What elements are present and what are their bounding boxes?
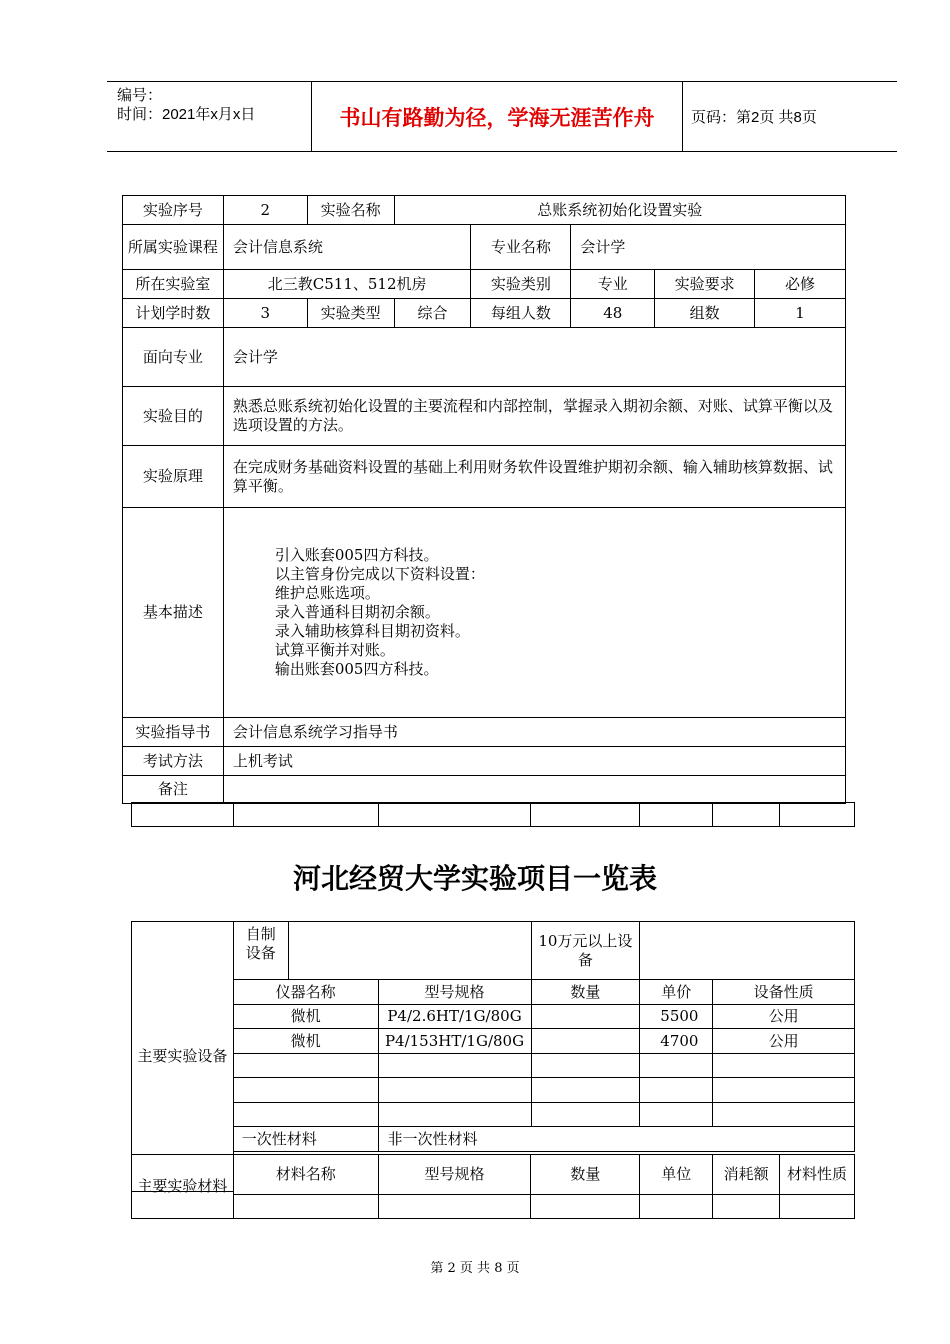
target-value: 会计学 [223,328,845,387]
self-made-label: 自制设备 [233,922,288,980]
type-value: 综合 [394,299,471,328]
non-one-time-material-label: 非一次性材料 [378,1127,854,1152]
col-header-instrument: 仪器名称 [233,980,378,1005]
blank-cell [713,1103,855,1127]
col-header-material-unit: 单位 [640,1155,713,1195]
desc-line: 录入辅助核算科目期初资料。 [274,622,470,640]
blank-cell [640,1054,713,1078]
blank-cell [233,803,378,827]
blank-cell [713,1195,780,1219]
instrument-model: P4/153HT/1G/80G [378,1029,531,1054]
instrument-price: 4700 [640,1029,713,1054]
col-header-material-model: 型号规格 [378,1155,531,1195]
major-value: 会计学 [571,225,846,270]
groups-label: 组数 [655,299,755,328]
major-label: 专业名称 [471,225,571,270]
table-row [123,508,846,718]
group-size-label: 每组人数 [471,299,571,328]
materials-section-label: 主要实验材料 [132,1155,234,1219]
blank-cell [531,803,640,827]
blank-row-table [131,802,855,827]
blank-cell [640,803,713,827]
document-number-label: 编号： [117,87,163,104]
instrument-price: 5500 [640,1005,713,1029]
blank-cell [780,803,855,827]
purpose-label: 实验目的 [123,387,224,446]
desc-label: 基本描述 [123,508,224,718]
blank-cell [132,803,234,827]
lab-value: 北三教C511、512机房 [223,270,471,299]
blank-cell [640,1103,713,1127]
exam-label: 考试方法 [123,747,224,776]
table-row [132,1103,855,1127]
instrument-name: 微机 [233,1029,378,1054]
table-row [123,299,846,328]
course-value: 会计信息系统 [223,225,471,270]
seq-value: 2 [223,196,307,225]
table-row [123,446,846,508]
table-row [132,980,855,1005]
table-row [132,1005,855,1029]
type-label: 实验类型 [307,299,394,328]
blank-cell [640,1078,713,1103]
category-label: 实验类别 [471,270,571,299]
instrument-nature: 公用 [713,1029,855,1054]
table-row [132,803,855,827]
table-row [132,922,855,980]
blank-cell [713,1054,855,1078]
group-size-value: 48 [571,299,655,328]
table-row [132,1029,855,1054]
table-row [123,387,846,446]
table-row [123,718,846,747]
instrument-qty [531,1029,640,1054]
col-header-material-name: 材料名称 [233,1155,378,1195]
desc-line: 维护总账选项。 [274,584,380,602]
desc-line: 试算平衡并对账。 [274,641,395,659]
document-time-label: 时间：2021年x月x日 [117,106,256,123]
table-row [132,1078,855,1103]
blank-cell [233,1195,378,1219]
desc-lines [233,546,845,679]
table-row [132,1155,855,1195]
blank-cell [233,1103,378,1127]
blank-cell [713,803,780,827]
table-row [123,225,846,270]
blank-cell [378,1103,531,1127]
desc-line: 引入账套005四方科技。 [274,546,439,564]
col-header-model: 型号规格 [378,980,531,1005]
hours-label: 计划学时数 [123,299,224,328]
groups-value: 1 [755,299,846,328]
exam-value: 上机考试 [223,747,845,776]
col-header-material-nature: 材料性质 [780,1155,855,1195]
over-100k-value [640,922,855,980]
self-made-value [288,922,531,980]
col-header-price: 单价 [640,980,713,1005]
blank-cell [531,1195,640,1219]
header-page-label: 页码：第2页 共8页 [691,109,817,126]
blank-cell [713,1078,855,1103]
blank-cell [378,1195,531,1219]
col-header-nature: 设备性质 [713,980,855,1005]
desc-value [223,508,845,718]
table-row [123,776,846,804]
target-label: 面向专业 [123,328,224,387]
col-header-material-qty: 数量 [531,1155,640,1195]
blank-cell [378,1078,531,1103]
category-value: 专业 [571,270,655,299]
col-header-qty: 数量 [531,980,640,1005]
desc-line: 输出账套005四方科技。 [274,660,439,678]
note-value [223,776,845,804]
require-value: 必修 [755,270,846,299]
blank-cell [531,1078,640,1103]
seq-label: 实验序号 [123,196,224,225]
page-header [107,81,897,152]
col-header-material-consumption: 消耗额 [713,1155,780,1195]
desc-line: 以主管身份完成以下资料设置： [274,565,485,583]
blank-cell [531,1054,640,1078]
table-row [123,328,846,387]
purpose-value: 熟悉总账系统初始化设置的主要流程和内部控制，掌握录入期初余额、对账、试算平衡以及选项设置的方法。 [223,387,845,446]
equipment-section-label: 主要实验设备 [132,922,234,1192]
instrument-qty [531,1005,640,1029]
experiment-info-table [122,195,846,804]
instrument-name: 微机 [233,1005,378,1029]
note-label: 备注 [123,776,224,804]
materials-table [131,1154,855,1219]
page-title: 河北经贸大学实验项目一览表 [292,863,657,894]
blank-cell [378,803,531,827]
over-100k-label: 10万元以上设备 [531,922,640,980]
table-row [123,196,846,225]
course-label: 所属实验课程 [123,225,224,270]
table-row [123,270,846,299]
blank-cell [233,1054,378,1078]
one-time-material-label: 一次性材料 [233,1127,378,1152]
require-label: 实验要求 [655,270,755,299]
guide-value: 会计信息系统学习指导书 [223,718,845,747]
name-value: 总账系统初始化设置实验 [394,196,845,225]
lab-label: 所在实验室 [123,270,224,299]
equipment-materials-table [131,921,855,1192]
table-row [123,747,846,776]
table-row [132,1054,855,1078]
blank-cell [531,1103,640,1127]
header-motto: 书山有路勤为径，学海无涯苦作舟 [311,82,683,151]
guide-label: 实验指导书 [123,718,224,747]
hours-value: 3 [223,299,307,328]
page-footer: 第 2 页 共 8 页 [430,1261,520,1276]
table-row [132,1195,855,1219]
instrument-model: P4/2.6HT/1G/80G [378,1005,531,1029]
table-row [132,1127,855,1152]
principle-label: 实验原理 [123,446,224,508]
principle-value: 在完成财务基础资料设置的基础上利用财务软件设置维护期初余额、输入辅助核算数据、试算平衡。 [223,446,845,508]
blank-cell [780,1195,855,1219]
blank-cell [378,1054,531,1078]
header-meta [117,86,255,124]
blank-cell [640,1195,713,1219]
desc-line: 录入普通科目期初余额。 [274,603,440,621]
blank-cell [233,1078,378,1103]
instrument-nature: 公用 [713,1005,855,1029]
name-label: 实验名称 [307,196,394,225]
